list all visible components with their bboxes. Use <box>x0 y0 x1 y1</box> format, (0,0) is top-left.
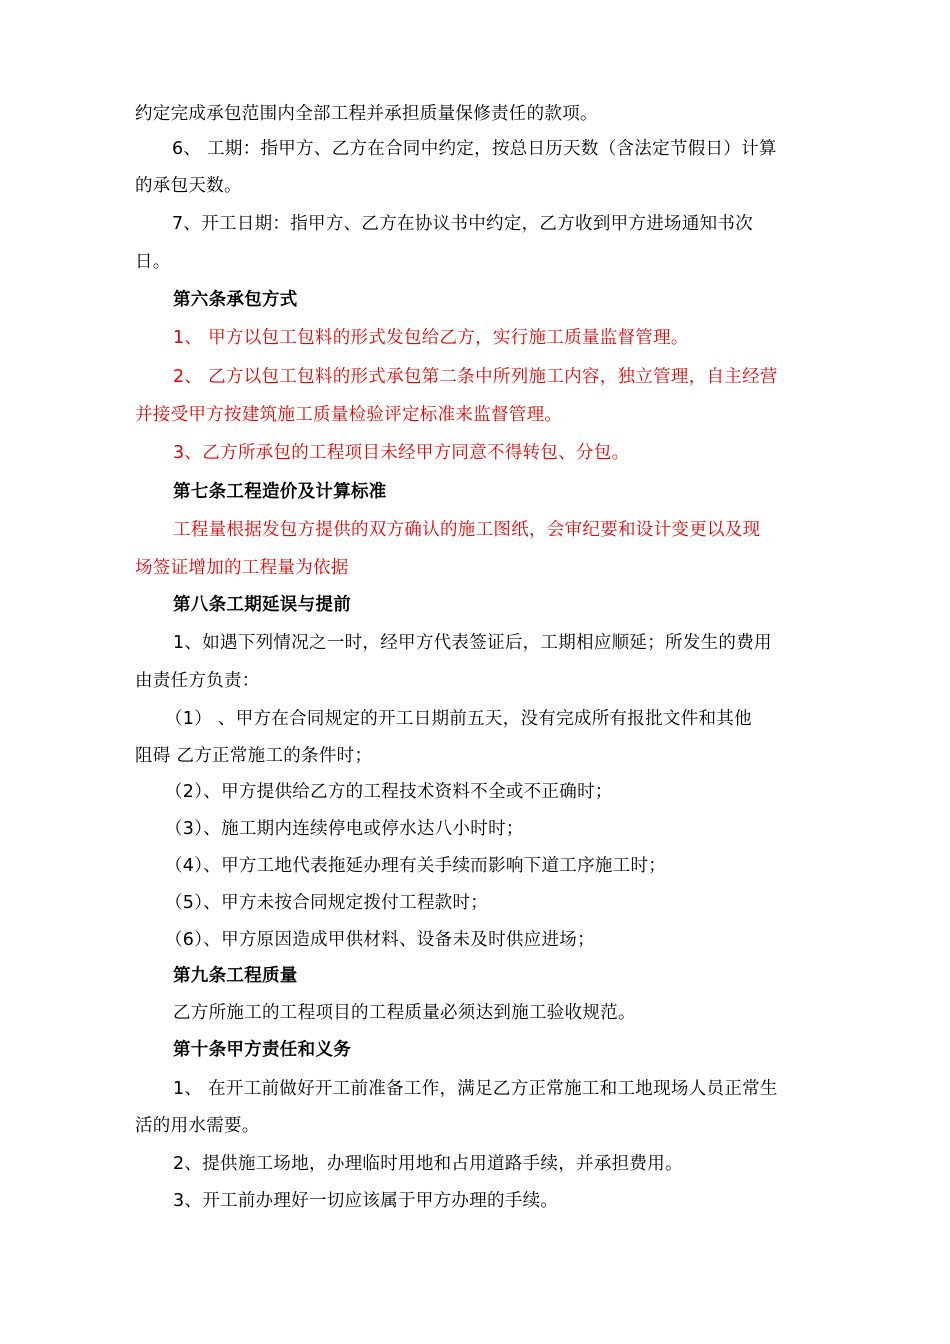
text-line: 阻碍 乙方正常施工的条件时； <box>135 746 373 766</box>
text-line: 2、 乙方以包工包料的形式承包第二条中所列施工内容，独立管理，自主经营 <box>173 367 778 387</box>
text-line: 7、开工日期：指甲方、乙方在协议书中约定，乙方收到甲方进场通知书次 <box>172 214 754 234</box>
text-line: 场签证增加的工程量为依据 <box>135 558 349 578</box>
text-line: 乙方所施工的工程项目的工程质量必须达到施工验收规范。 <box>173 1003 636 1023</box>
text-line: （5）、甲方未按合同规定拨付工程款时； <box>165 893 489 913</box>
section-heading: 第六条承包方式 <box>173 290 298 310</box>
text-line: （2）、甲方提供给乙方的工程技术资料不全或不正确时； <box>165 782 613 802</box>
text-line: 日。 <box>135 252 171 272</box>
text-line: 1、 甲方以包工包料的形式发包给乙方，实行施工质量监督管理。 <box>173 328 689 348</box>
text-line: 活的用水需要。 <box>135 1116 260 1136</box>
text-line: （4）、甲方工地代表拖延办理有关手续而影响下道工序施工时； <box>165 856 667 876</box>
text-line: 3、乙方所承包的工程项目未经甲方同意不得转包、分包。 <box>173 443 630 463</box>
text-line: 由责任方负责： <box>135 671 260 691</box>
text-line: 的承包天数。 <box>135 176 242 196</box>
text-line: （6）、甲方原因造成甲供材料、设备未及时供应进场； <box>165 930 595 950</box>
section-heading: 第七条工程造价及计算标准 <box>173 482 387 502</box>
text-line: 工程量根据发包方提供的双方确认的施工图纸，会审纪要和设计变更以及现 <box>173 520 761 540</box>
section-heading: 第八条工期延误与提前 <box>173 595 351 615</box>
text-line: 2、提供施工场地，办理临时用地和占用道路手续，并承担费用。 <box>173 1154 683 1174</box>
text-line: 6、 工期：指甲方、乙方在合同中约定，按总日历天数（含法定节假日）计算 <box>172 139 777 159</box>
section-heading: 第九条工程质量 <box>173 966 298 986</box>
text-line: 1、 在开工前做好开工前准备工作，满足乙方正常施工和工地现场人员正常生 <box>173 1079 778 1099</box>
text-line: （1） 、甲方在合同规定的开工日期前五天，没有完成所有报批文件和其他 <box>165 709 752 729</box>
text-line: 3、开工前办理好一切应该属于甲方办理的手续。 <box>173 1191 559 1211</box>
text-line: 约定完成承包范围内全部工程并承担质量保修责任的款项。 <box>135 104 598 124</box>
text-line: （3）、施工期内连续停电或停水达八小时时； <box>165 819 524 839</box>
section-heading: 第十条甲方责任和义务 <box>173 1040 351 1060</box>
text-line: 并接受甲方按建筑施工质量检验评定标准来监督管理。 <box>135 405 563 425</box>
text-line: 1、如遇下列情况之一时，经甲方代表签证后，工期相应顺延；所发生的费用 <box>173 633 772 653</box>
